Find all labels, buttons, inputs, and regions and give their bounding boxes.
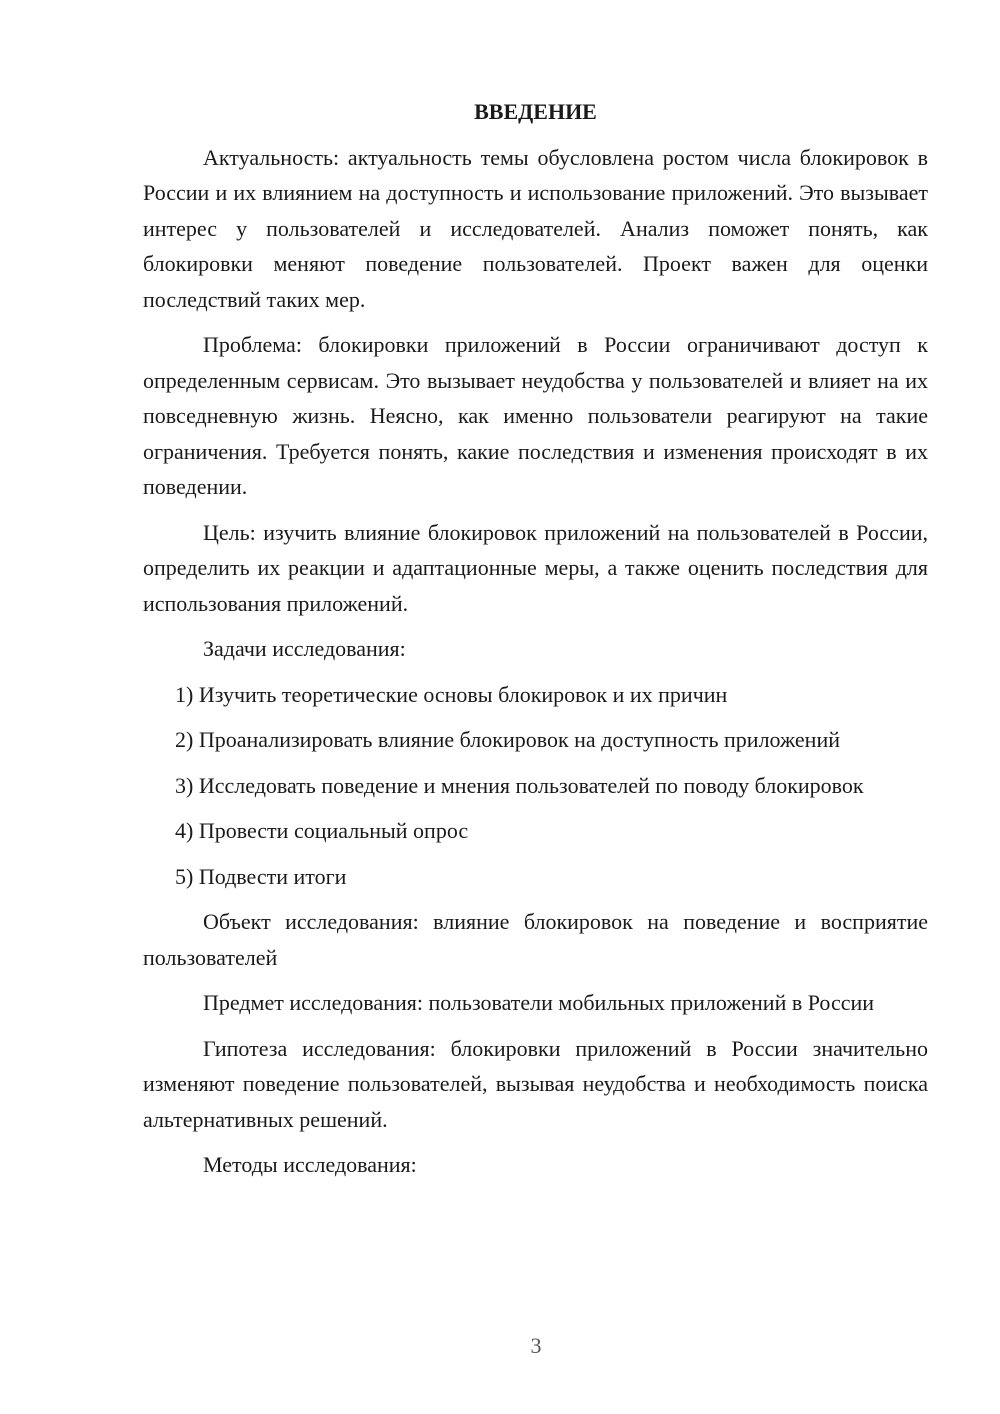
section-title: ВВЕДЕНИЕ xyxy=(474,99,597,124)
task-item-4: 4) Провести социальный опрос xyxy=(175,818,469,843)
task-item-5: 5) Подвести итоги xyxy=(175,863,347,889)
task-item-1: 1) Изучить теоретические основы блокировок и их причин xyxy=(175,681,728,707)
problem-paragraph: Проблема: блокировки приложений в России ограничивают доступ к определенным сервисам. Это вызывает неудобства у пользователей и влияет на их повседневную жизнь. Неясно, как именно пользователи реагируют на такие ограничения. Требуется понять, какие последствия и изменения происходят в их поведении. xyxy=(143,332,928,499)
subject-paragraph: Предмет исследования: пользователи мобильных приложений в России xyxy=(203,990,875,1015)
tasks-heading: Задачи исследования: xyxy=(203,636,406,661)
document-page xyxy=(143,94,928,1193)
task-item-2: 2) Проанализировать влияние блокировок на доступность приложений xyxy=(175,727,841,752)
task-item-3: 3) Исследовать поведение и мнения пользователей по поводу блокировок xyxy=(175,772,864,798)
hypothesis-paragraph: Гипотеза исследования: блокировки приложений в России значительно изменяют поведение пользователей, вызывая неудобства и необходимость поиска альтернативных решений. xyxy=(143,1035,928,1132)
methods-heading: Методы исследования: xyxy=(203,1152,417,1177)
goal-paragraph: Цель: изучить влияние блокировок приложений на пользователей в России, определить их реакции и адаптационные меры, а также оценить последствия для использования приложений. xyxy=(143,519,928,616)
relevance-paragraph: Актуальность: актуальность темы обусловлена ростом числа блокировок в России и их влиянием на доступность и использование приложений. Это вызывает интерес у пользователей и исследователей. Анализ поможет понять, как блокировки меняют поведение пользователей. Проект важен для оценки последствий таких мер. xyxy=(143,144,928,312)
object-paragraph: Объект исследования: влияние блокировок на поведение и восприятие пользователей xyxy=(143,909,928,970)
page-number: 3 xyxy=(530,1333,542,1358)
